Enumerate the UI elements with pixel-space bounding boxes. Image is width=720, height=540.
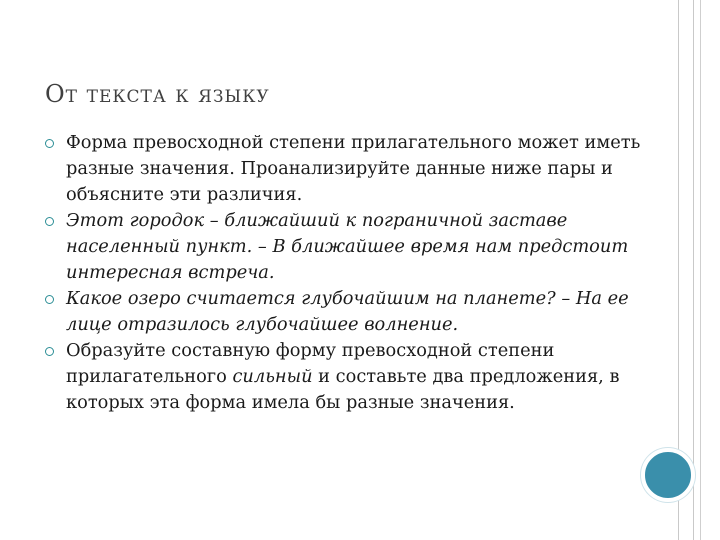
bullet-text-2: Этот городок – ближайший к пограничной заставе населенный пункт. – В ближайшее время нам предстоит интересная встреча. [66, 210, 629, 283]
bullet-text-4a: Образуйте составную форму превосходной степени прилагательного [66, 340, 555, 387]
circle-bullet-icon [45, 347, 54, 356]
decorative-circle [641, 448, 695, 502]
bullet-item-1 [45, 130, 655, 208]
bullet-item-4 [45, 338, 655, 416]
decorative-side-line [700, 0, 701, 540]
bullet-item-2 [45, 208, 655, 286]
slide-title: От текста к языку [45, 80, 270, 108]
circle-bullet-icon [45, 217, 54, 226]
circle-bullet-icon [45, 295, 54, 304]
bullet-text-4-italic: сильный [232, 366, 313, 387]
bullet-text-4b: и составьте два предложения, в которых эта форма имела бы разные значения. [66, 366, 620, 413]
bullet-item-3 [45, 286, 655, 338]
bullet-list [45, 130, 655, 416]
circle-bullet-icon [45, 139, 54, 148]
bullet-text-3: Какое озеро считается глубочайшим на планете? – На ее лице отразилось глубочайшее волнение. [66, 288, 629, 335]
decorative-side-strip [694, 0, 720, 540]
bullet-text-1: Форма превосходной степени прилагательного может иметь разные значения. Проанализируйте данные ниже пары и объясните эти различия. [66, 132, 641, 205]
